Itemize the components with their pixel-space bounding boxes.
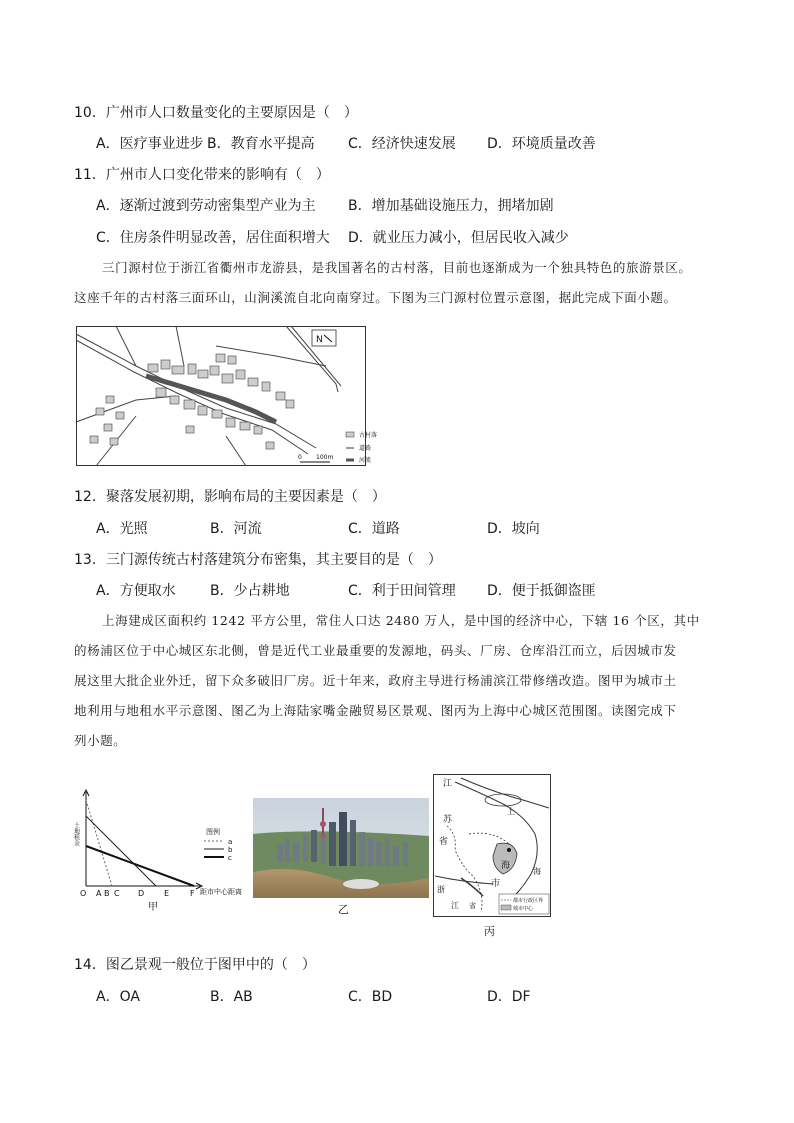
rent-line-a [86,800,112,886]
scale-100m: 100m [316,454,334,461]
question-10-option-c: C．经济快速发展 [348,136,456,152]
legend-river: 河流 [359,457,372,464]
legend-a: a [228,838,233,846]
question-14-option-d: D．DF [487,989,531,1005]
question-12-option-a: A．光照 [96,521,148,537]
question-14-option-c: C．BD [348,989,393,1005]
question-13-stem: 13．三门源传统古村落建筑分布密集，其主要目的是（ ） [74,552,442,568]
land-rent-diagram [74,786,250,914]
passage-shanghai [74,606,722,756]
question-14-stem: 14．图乙景观一般位于图甲中的（ ） [74,957,316,973]
question-11-option-a: A．逐渐过渡到劳动密集型产业为主 [96,198,316,214]
tick-b: B [104,889,110,898]
passage-line: 地利用与地租水平示意图、图乙为上海陆家嘴金融贸易区景观、图丙为上海中心城区范围图。读图完成下 [74,703,677,718]
map-label-su: 苏 [443,815,453,825]
legend-city-center: 城市中心 [513,906,534,912]
map-label-zhe: 浙 [437,885,445,894]
rent-line-b [86,816,156,886]
tick-e: E [164,889,170,898]
map-label-shi: 市 [491,879,501,889]
question-10-option-d: D．环境质量改善 [487,136,596,152]
map-label-jiang: 江 [443,779,453,789]
question-12-option-d: D．坡向 [487,521,540,537]
tick-f: F [190,889,195,898]
question-14-option-a: A．OA [96,989,140,1005]
map-label-shang: 上 [507,807,515,816]
question-12-option-c: C．道路 [348,521,400,537]
legend-boundary: 都市行政区界 [513,898,544,904]
question-13-option-d: D．便于抵御盗匪 [487,583,596,599]
question-13-option-a: A．方便取水 [96,583,176,599]
question-11-option-c: C．住房条件明显改善，居住面积增大 [96,230,330,246]
scale-zero: 0 [298,454,302,461]
question-13-option-b: B．少占耕地 [210,583,290,599]
passage-line: 列小题。 [74,733,127,748]
passage-line: 的杨浦区位于中心城区东北侧，曾是近代工业最重要的发源地，码头、厂房、仓库沿江而立，后因城市发 [74,643,677,658]
y-axis-label: 土地租金 [72,822,80,846]
map-label-hai2: 海 [533,867,541,876]
question-11-option-d: D．就业压力减小，但居民收入减少 [348,230,569,246]
village-location-map [76,326,378,466]
map-label-hai: 海 [501,861,511,871]
legend-title: 图例 [206,828,220,836]
question-11-option-b: B．增加基础设施压力，拥堵加剧 [348,198,554,214]
question-10-stem: 10．广州市人口数量变化的主要原因是（ ） [74,105,358,121]
question-14-option-b: B．AB [210,989,253,1005]
caption-bing: 丙 [484,925,495,938]
x-axis-label: 距市中心距离 [200,888,242,896]
passage-line: 展这里大批企业外迁，留下众多破旧厂房。近十年来，政府主导进行杨浦滨江带修缮改造。图甲为城市土 [74,673,677,688]
tick-a: A [96,889,102,898]
map-label-jiang2: 江 [451,901,459,910]
legend-b: b [228,846,233,854]
caption-jia: 甲 [148,902,158,913]
legend-c: c [228,854,232,862]
legend-village: 古村落 [359,432,378,439]
map-label-sheng: 省 [439,837,449,847]
lujiazui-skyline-photo [253,798,429,898]
passage-line: 这座千年的古村落三面环山，山涧溪流自北向南穿过。下图为三门源村位置示意图，据此完成下面小题。 [74,290,677,305]
question-11-stem: 11．广州市人口变化带来的影响有（ ） [74,167,330,183]
north-arrow-label: N [316,335,323,345]
passage-line: 三门源村位于浙江省衢州市龙游县，是我国著名的古村落，目前也逐渐成为一个独具特色的旅游景区。 [102,260,692,275]
tick-o: O [80,889,87,898]
tick-c: C [114,889,120,898]
rent-line-c [86,846,194,886]
question-10-option-a: A．医疗事业进步 [96,136,204,152]
question-10-option-b: B．教育水平提高 [207,136,315,152]
caption-yi: 乙 [338,903,349,916]
question-12-option-b: B．河流 [210,521,262,537]
passage-sanmenyuan [74,253,722,313]
legend-road: 道路 [359,445,372,452]
tick-d: D [138,889,145,898]
question-13-option-c: C．利于田间管理 [348,583,456,599]
map-label-sheng2: 省 [469,902,476,910]
shanghai-district-map [433,774,551,920]
question-12-stem: 12．聚落发展初期，影响布局的主要因素是（ ） [74,489,386,505]
passage-line: 上海建成区面积约 1242 平方公里，常住人口达 2480 万人，是中国的经济中心，下辖 16 个区，其中 [102,613,700,628]
